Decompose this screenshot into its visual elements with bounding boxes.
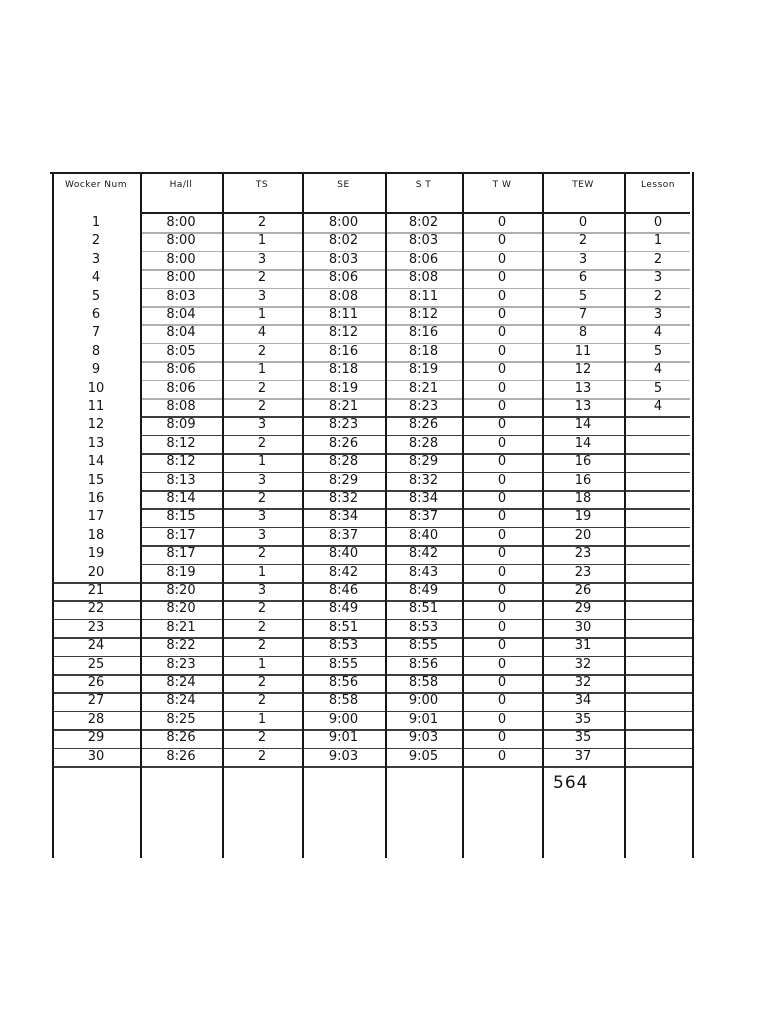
- table-cell: [624, 747, 692, 767]
- table-cell: 28: [87, 711, 105, 727]
- table-cell: 8:21: [408, 380, 439, 396]
- table-cell: 20: [574, 527, 592, 543]
- table-cell: 8:29: [408, 454, 439, 470]
- column-rule: [692, 172, 694, 858]
- table-cell: [624, 544, 692, 564]
- table-cell: [624, 489, 692, 509]
- table-cell: 2: [257, 748, 267, 764]
- table-cell: 8:56: [408, 656, 439, 672]
- table-cell: 0: [497, 288, 507, 304]
- table-cell: 0: [653, 215, 663, 230]
- table-cell: [624, 691, 692, 711]
- table-cell: 0: [578, 215, 588, 230]
- table-cell: 20: [87, 564, 105, 580]
- table-cell: 0: [497, 380, 507, 396]
- table-cell: 11: [574, 343, 592, 359]
- table-cell: 8:12: [408, 307, 439, 322]
- table-cell: 4: [653, 362, 663, 378]
- table-cell: 1: [257, 711, 267, 727]
- table-cell: 8:08: [408, 270, 439, 286]
- table-cell: 23: [574, 564, 592, 580]
- table-cell: 8:00: [166, 233, 196, 249]
- table-cell: 8:04: [166, 307, 196, 322]
- table-cell: 0: [497, 748, 507, 764]
- table-cell: 34: [574, 693, 592, 709]
- table-cell: 8:20: [166, 583, 196, 598]
- column-header: S T: [415, 180, 432, 190]
- table-cell: 0: [497, 583, 507, 598]
- table-cell: 13: [87, 435, 105, 451]
- table-cell: [624, 452, 692, 472]
- table-cell: 8:12: [328, 325, 359, 341]
- table-cell: 8:37: [408, 509, 439, 525]
- table-cell: 2: [653, 288, 663, 304]
- table-cell: 8:29: [328, 472, 359, 488]
- table-cell: 8:11: [408, 288, 439, 304]
- table-cell: 11: [87, 399, 105, 414]
- table-cell: 2: [578, 233, 588, 249]
- column-header: Ha/ll: [169, 180, 193, 190]
- table-cell: 1: [257, 307, 267, 322]
- table-cell: 9:01: [328, 730, 359, 746]
- table-cell: 9:00: [408, 693, 439, 709]
- table-cell: 8:21: [166, 619, 196, 635]
- table-cell: 0: [497, 564, 507, 580]
- table-cell: 8:04: [166, 325, 196, 341]
- table-cell: 0: [497, 454, 507, 470]
- table-cell: 19: [87, 546, 105, 562]
- table-cell: 8:53: [408, 619, 439, 635]
- table-cell: 8:11: [328, 307, 359, 322]
- table-cell: 2: [257, 380, 267, 396]
- column-header: T W: [492, 180, 512, 190]
- table-cell: 8:05: [166, 343, 196, 359]
- table-cell: 2: [257, 343, 267, 359]
- table-cell: 0: [497, 546, 507, 562]
- table-cell: 29: [574, 601, 592, 617]
- table-cell: 8:03: [408, 233, 439, 249]
- table-cell: 1: [257, 656, 267, 672]
- table-cell: 12: [87, 417, 105, 433]
- table-cell: 8:19: [328, 380, 359, 396]
- table-cell: 8:26: [408, 417, 439, 433]
- table-cell: 4: [91, 270, 101, 286]
- table-cell: [624, 507, 692, 527]
- table-cell: 8:06: [166, 380, 196, 396]
- table-cell: 16: [574, 472, 592, 488]
- table-cell: 8:26: [328, 435, 359, 451]
- table-cell: 32: [574, 656, 592, 672]
- table-cell: 8: [91, 343, 101, 359]
- table-cell: 2: [257, 435, 267, 451]
- table-cell: 9:03: [328, 748, 359, 764]
- table-cell: 8:00: [166, 270, 196, 286]
- table-cell: 8:03: [328, 251, 359, 267]
- table-cell: 18: [87, 527, 105, 543]
- table-cell: 8:03: [166, 288, 196, 304]
- table-cell: 26: [87, 675, 105, 690]
- table-cell: 8:28: [408, 435, 439, 451]
- table-cell: 35: [574, 711, 592, 727]
- table-cell: 8:37: [328, 527, 359, 543]
- table-cell: 8:15: [166, 509, 196, 525]
- table-cell: 8:19: [408, 362, 439, 378]
- table-cell: 18: [574, 491, 592, 506]
- table-cell: 8:26: [166, 730, 196, 746]
- table-cell: 14: [574, 435, 592, 451]
- table-cell: 8:42: [408, 546, 439, 562]
- table-cell: 1: [257, 233, 267, 249]
- table-cell: 8:22: [166, 638, 196, 654]
- table-cell: 3: [257, 288, 267, 304]
- table-cell: 3: [257, 251, 267, 267]
- table-cell: 8:43: [408, 564, 439, 580]
- table-cell: 0: [497, 601, 507, 617]
- table-cell: 8:46: [328, 583, 359, 598]
- table-cell: 8:58: [408, 675, 439, 690]
- table-cell: 27: [87, 693, 105, 709]
- table-cell: 17: [87, 509, 105, 525]
- table-cell: 0: [497, 693, 507, 709]
- table-cell: 8:42: [328, 564, 359, 580]
- table-cell: 2: [257, 638, 267, 654]
- table-cell: 0: [497, 472, 507, 488]
- table-cell: 8:08: [166, 399, 196, 414]
- table-cell: 2: [653, 251, 663, 267]
- table-cell: 8: [578, 325, 588, 341]
- table-cell: 0: [497, 711, 507, 727]
- table-cell: 19: [574, 509, 592, 525]
- table-cell: [624, 434, 692, 454]
- table-cell: 3: [653, 270, 663, 286]
- table-cell: 3: [653, 307, 663, 322]
- table-cell: 4: [653, 399, 663, 414]
- table-cell: 8:06: [328, 270, 359, 286]
- table-cell: 8:40: [328, 546, 359, 562]
- table-cell: 26: [574, 583, 592, 598]
- table-cell: 8:00: [166, 215, 196, 230]
- table-cell: 8:34: [328, 509, 359, 525]
- table-cell: 8:53: [328, 638, 359, 654]
- table-cell: 8:49: [408, 583, 439, 598]
- table-cell: [624, 415, 692, 435]
- table-cell: 0: [497, 491, 507, 506]
- table-cell: 10: [87, 380, 105, 396]
- table-cell: 8:32: [328, 491, 359, 506]
- table-cell: 8:19: [166, 564, 196, 580]
- table-cell: 8:13: [166, 472, 196, 488]
- table-cell: 2: [257, 546, 267, 562]
- table-cell: 8:51: [328, 619, 359, 635]
- table-cell: 8:16: [408, 325, 439, 341]
- table-cell: 8:02: [408, 215, 439, 230]
- table-cell: 8:55: [408, 638, 439, 654]
- table-cell: 0: [497, 343, 507, 359]
- column-header: SE: [337, 180, 350, 190]
- table-cell: 0: [497, 417, 507, 433]
- table-cell: 6: [91, 307, 101, 322]
- table-cell: 8:09: [166, 417, 196, 433]
- table-cell: 14: [87, 454, 105, 470]
- table-cell: 8:18: [328, 362, 359, 378]
- table-cell: 8:34: [408, 491, 439, 506]
- table-cell: 3: [91, 251, 101, 267]
- table-cell: 8:16: [328, 343, 359, 359]
- table-cell: 0: [497, 656, 507, 672]
- table-cell: 0: [497, 675, 507, 690]
- table-cell: 2: [257, 399, 267, 414]
- table-cell: 1: [257, 362, 267, 378]
- table-cell: 8:24: [166, 693, 196, 709]
- table-cell: 8:28: [328, 454, 359, 470]
- table-cell: 3: [257, 583, 267, 598]
- table-cell: 1: [257, 564, 267, 580]
- table-cell: 2: [257, 693, 267, 709]
- table-cell: 1: [257, 454, 267, 470]
- table-cell: 4: [653, 325, 663, 341]
- table-cell: 2: [257, 215, 267, 230]
- table-cell: 2: [91, 233, 101, 249]
- table-cell: 2: [257, 730, 267, 746]
- table-cell: 8:06: [166, 362, 196, 378]
- table-cell: 9:01: [408, 711, 439, 727]
- table-cell: 2: [257, 619, 267, 635]
- table-cell: 8:17: [166, 546, 196, 562]
- table-cell: 5: [653, 380, 663, 396]
- table-cell: 8:56: [328, 675, 359, 690]
- table-cell: 30: [87, 748, 105, 764]
- table-cell: 9:03: [408, 730, 439, 746]
- table-cell: 32: [574, 675, 592, 690]
- table-cell: 3: [257, 509, 267, 525]
- table-cell: 4: [257, 325, 267, 341]
- table-cell: 8:58: [328, 693, 359, 709]
- table-cell: 3: [257, 527, 267, 543]
- table-cell: 1: [91, 215, 101, 230]
- column-header: TS: [255, 180, 269, 190]
- table-cell: 8:21: [328, 399, 359, 414]
- table-cell: 15: [87, 472, 105, 488]
- column-header: TEW: [572, 180, 594, 190]
- table-cell: 13: [574, 399, 592, 414]
- table-cell: 8:23: [328, 417, 359, 433]
- table-cell: 3: [257, 417, 267, 433]
- table-cell: 8:23: [166, 656, 196, 672]
- table-cell: 8:12: [166, 435, 196, 451]
- table-cell: 8:02: [328, 233, 359, 249]
- table-cell: 2: [257, 491, 267, 506]
- table-cell: [624, 581, 692, 601]
- table-cell: 23: [574, 546, 592, 562]
- table-cell: [624, 526, 692, 546]
- table-cell: 0: [497, 399, 507, 414]
- table-cell: 0: [497, 251, 507, 267]
- table-cell: 7: [91, 325, 101, 341]
- table-cell: 0: [497, 527, 507, 543]
- table-cell: 0: [497, 509, 507, 525]
- table-cell: 8:40: [408, 527, 439, 543]
- table-cell: [624, 655, 692, 675]
- table-cell: 8:23: [408, 399, 439, 414]
- table-cell: 21: [87, 583, 105, 598]
- table-cell: 0: [497, 435, 507, 451]
- table-cell: 30: [574, 619, 592, 635]
- table-cell: 5: [653, 343, 663, 359]
- table-cell: [624, 636, 692, 656]
- header-rule: [50, 172, 690, 174]
- table-cell: 2: [257, 601, 267, 617]
- table-cell: 25: [87, 656, 105, 672]
- table-cell: 7: [578, 307, 588, 322]
- table-cell: 16: [574, 454, 592, 470]
- table-cell: 8:20: [166, 601, 196, 617]
- table-cell: 8:00: [328, 215, 359, 230]
- table-cell: 8:06: [408, 251, 439, 267]
- table-cell: 0: [497, 233, 507, 249]
- table-cell: 8:24: [166, 675, 196, 690]
- table-cell: 1: [653, 233, 663, 249]
- table-cell: [624, 673, 692, 693]
- table-cell: 8:08: [328, 288, 359, 304]
- table-cell: 9:05: [408, 748, 439, 764]
- table-cell: [624, 618, 692, 638]
- table-cell: 8:49: [328, 601, 359, 617]
- table-cell: 8:18: [408, 343, 439, 359]
- table-cell: 0: [497, 215, 507, 230]
- table-cell: 8:25: [166, 711, 196, 727]
- table-cell: 9: [91, 362, 101, 378]
- table-cell: 24: [87, 638, 105, 654]
- table-cell: 0: [497, 730, 507, 746]
- table-cell: 8:12: [166, 454, 196, 470]
- table-cell: 2: [257, 675, 267, 690]
- table-cell: 8:32: [408, 472, 439, 488]
- table-cell: 0: [497, 270, 507, 286]
- table-cell: 0: [497, 325, 507, 341]
- table-cell: 23: [87, 619, 105, 635]
- table-cell: 12: [574, 362, 592, 378]
- total-sum: 564: [553, 773, 589, 793]
- table-cell: 37: [574, 748, 592, 764]
- table-cell: 8:17: [166, 527, 196, 543]
- table-cell: 29: [87, 730, 105, 746]
- column-header: Lesson: [641, 180, 675, 190]
- table-cell: 8:14: [166, 491, 196, 506]
- table-cell: [624, 710, 692, 730]
- table-cell: 16: [87, 491, 105, 506]
- table-cell: 14: [574, 417, 592, 433]
- table-cell: [624, 728, 692, 748]
- column-header: Wocker Num: [64, 180, 128, 190]
- table-cell: 0: [497, 307, 507, 322]
- table-cell: 35: [574, 730, 592, 746]
- table-cell: 31: [574, 638, 592, 654]
- table-cell: 5: [91, 288, 101, 304]
- table-cell: 3: [257, 472, 267, 488]
- table-cell: 2: [257, 270, 267, 286]
- table-cell: 22: [87, 601, 105, 617]
- table-cell: 3: [578, 251, 588, 267]
- table-cell: 8:51: [408, 601, 439, 617]
- table-cell: 0: [497, 619, 507, 635]
- table-cell: [624, 599, 692, 619]
- table-cell: 13: [574, 380, 592, 396]
- table-cell: 5: [578, 288, 588, 304]
- table-cell: [624, 471, 692, 491]
- table-cell: 8:26: [166, 748, 196, 764]
- table-cell: 8:55: [328, 656, 359, 672]
- table-cell: 0: [497, 638, 507, 654]
- table-cell: 9:00: [328, 711, 359, 727]
- table-cell: [624, 563, 692, 583]
- table-cell: 6: [578, 270, 588, 286]
- table-cell: 0: [497, 362, 507, 378]
- table-cell: 8:00: [166, 251, 196, 267]
